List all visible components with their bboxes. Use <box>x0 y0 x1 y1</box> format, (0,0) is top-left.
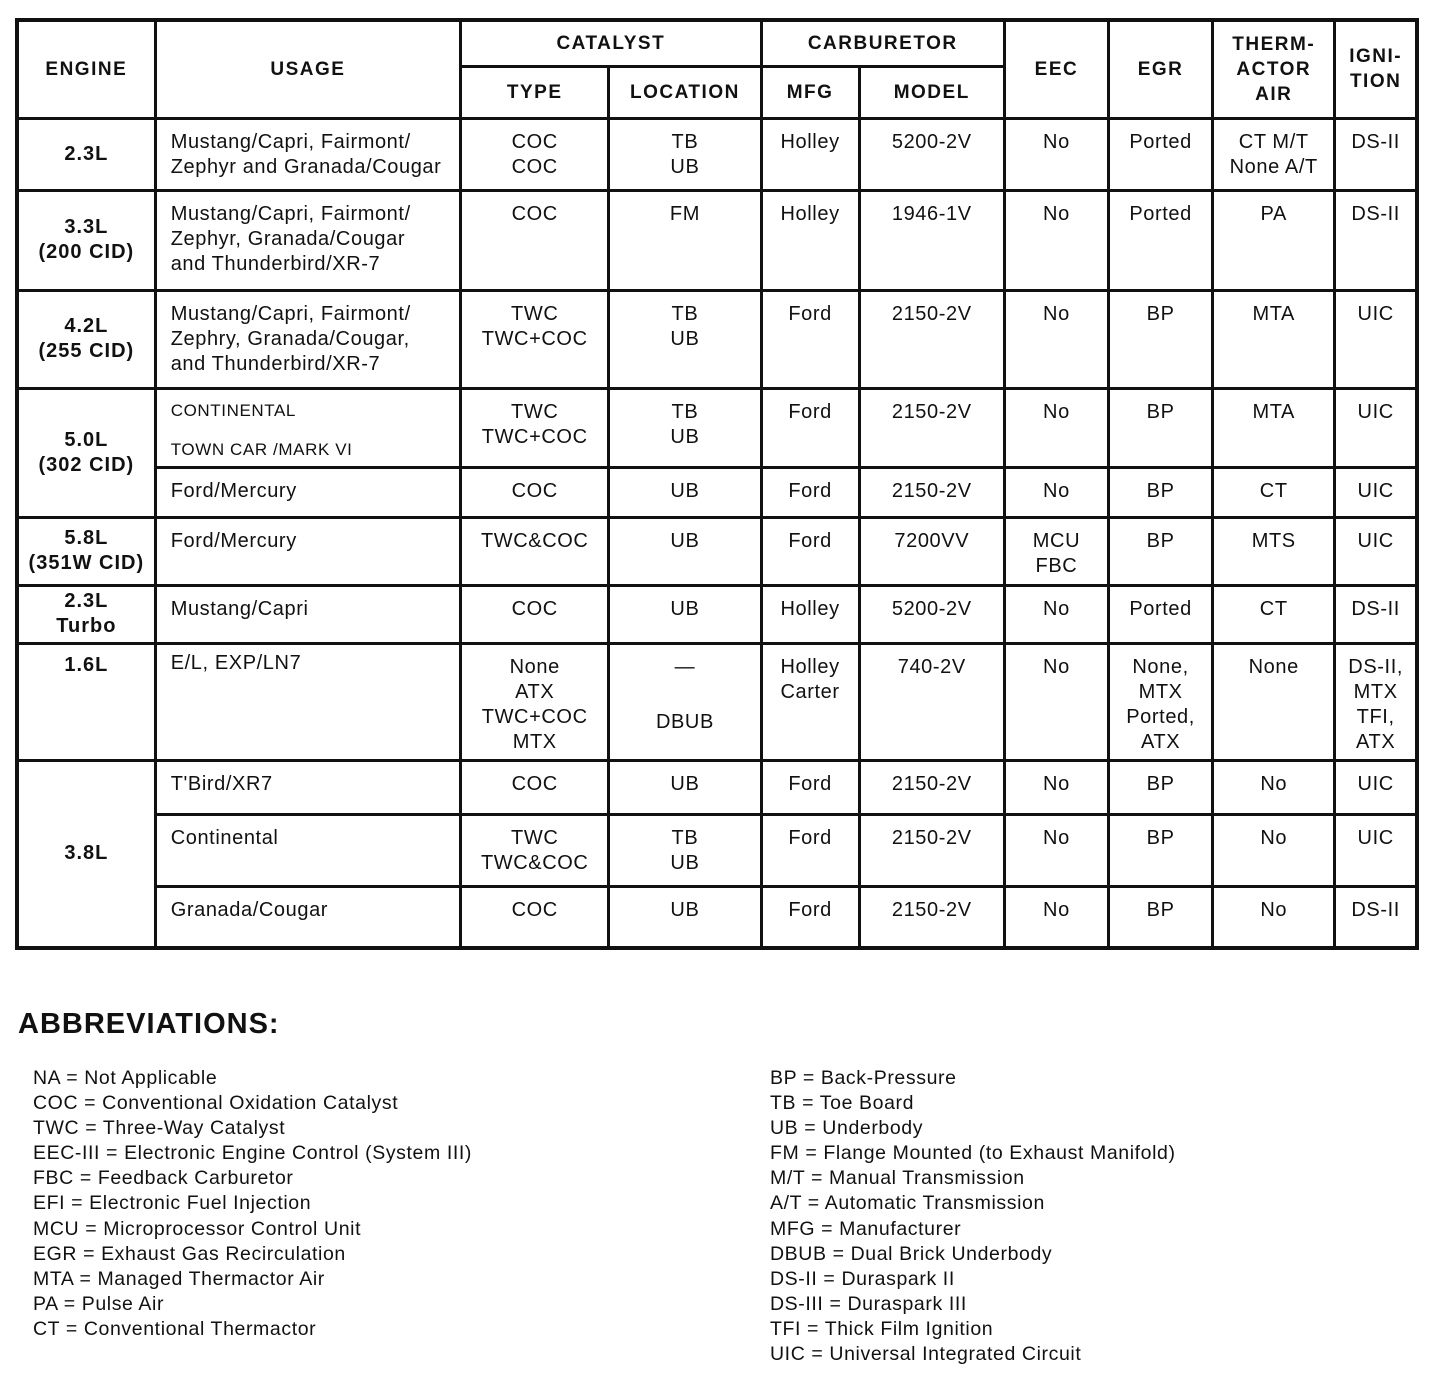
catalyst-location-cell: TB UB <box>609 118 761 190</box>
table-row <box>17 190 1417 290</box>
usage-cell: Continental <box>155 814 460 886</box>
carb-mfg-cell: Ford <box>761 517 859 585</box>
list-item: EGR = Exhaust Gas Recirculation <box>33 1242 346 1265</box>
catalyst-location-cell: TB UB <box>609 290 761 388</box>
eec-cell: No <box>1004 585 1108 643</box>
engine-cell: 3.8L <box>17 760 155 948</box>
ignition-cell: UIC <box>1335 388 1417 467</box>
header-eec: EEC <box>1004 20 1108 118</box>
carb-mfg-cell: Ford <box>761 388 859 467</box>
header-egr: EGR <box>1109 20 1213 118</box>
list-item: TWC = Three-Way Catalyst <box>33 1117 286 1140</box>
catalyst-type-cell: COC <box>461 760 609 814</box>
engine-cell: 4.2L (255 CID) <box>17 290 155 388</box>
header-catalyst-type: TYPE <box>461 66 609 118</box>
header-catalyst: CATALYST <box>461 20 761 66</box>
eec-cell: No <box>1004 290 1108 388</box>
ignition-cell: UIC <box>1335 814 1417 886</box>
table-row <box>17 118 1417 190</box>
catalyst-location-cell: UB <box>609 517 761 585</box>
egr-cell: None, MTX Ported, ATX <box>1109 643 1213 760</box>
list-item: FBC = Feedback Carburetor <box>33 1167 294 1190</box>
list-item: TFI = Thick Film Ignition <box>770 1317 994 1340</box>
thermactor-cell: MTA <box>1213 388 1335 467</box>
carb-model-cell: 2150-2V <box>859 290 1004 388</box>
carb-model-cell: 7200VV <box>859 517 1004 585</box>
usage-cell: Granada/Cougar <box>155 886 460 948</box>
eec-cell: No <box>1004 388 1108 467</box>
usage-cell: Mustang/Capri, Fairmont/ Zephyr, Granada/Cougar and Thunderbird/XR-7 <box>155 190 460 290</box>
egr-cell: Ported <box>1109 585 1213 643</box>
usage-cell: T'Bird/XR7 <box>155 760 460 814</box>
usage-cell: CONTINENTAL TOWN CAR /MARK VI <box>155 388 460 467</box>
carb-mfg-cell: Ford <box>761 467 859 517</box>
catalyst-location-cell: UB <box>609 467 761 517</box>
catalyst-location-cell: FM <box>609 190 761 290</box>
list-item: DS-III = Duraspark III <box>770 1292 967 1315</box>
header-carburetor: CARBURETOR <box>761 20 1004 66</box>
header-carb-mfg: MFG <box>761 66 859 118</box>
eec-cell: No <box>1004 814 1108 886</box>
egr-cell: Ported <box>1109 190 1213 290</box>
eec-cell: No <box>1004 886 1108 948</box>
thermactor-cell: CT M/T None A/T <box>1213 118 1335 190</box>
eec-cell: No <box>1004 467 1108 517</box>
catalyst-location-cell: UB <box>609 886 761 948</box>
eec-cell: No <box>1004 760 1108 814</box>
table-row <box>17 467 1417 517</box>
usage-cell: Ford/Mercury <box>155 467 460 517</box>
thermactor-cell: MTA <box>1213 290 1335 388</box>
engine-spec-table <box>15 18 1419 950</box>
table-row <box>17 643 1417 760</box>
header-usage: USAGE <box>155 20 460 118</box>
usage-cell: Mustang/Capri, Fairmont/ Zephry, Granada/Cougar, and Thunderbird/XR-7 <box>155 290 460 388</box>
thermactor-cell: No <box>1213 886 1335 948</box>
list-item: PA = Pulse Air <box>33 1292 165 1315</box>
ignition-cell: DS-II <box>1335 886 1417 948</box>
header-thermactor-air: THERM- ACTOR AIR <box>1213 20 1335 118</box>
eec-cell: MCU FBC <box>1004 517 1108 585</box>
catalyst-type-cell: TWC&COC <box>461 517 609 585</box>
list-item: MTA = Managed Thermactor Air <box>33 1267 325 1290</box>
ignition-cell: DS-II <box>1335 585 1417 643</box>
ignition-cell: UIC <box>1335 517 1417 585</box>
carb-model-cell: 2150-2V <box>859 467 1004 517</box>
thermactor-cell: No <box>1213 760 1335 814</box>
usage-cell: Mustang/Capri <box>155 585 460 643</box>
catalyst-location-cell: — DBUB <box>609 643 761 760</box>
thermactor-cell: MTS <box>1213 517 1335 585</box>
usage-cell: E/L, EXP/LN7 <box>155 643 460 760</box>
egr-cell: BP <box>1109 760 1213 814</box>
carb-mfg-cell: Holley <box>761 118 859 190</box>
header-catalyst-location: LOCATION <box>609 66 761 118</box>
table-row <box>17 290 1417 388</box>
carb-model-cell: 1946-1V <box>859 190 1004 290</box>
list-item: A/T = Automatic Transmission <box>770 1192 1045 1215</box>
engine-cell: 5.0L (302 CID) <box>17 388 155 517</box>
list-item: UIC = Universal Integrated Circuit <box>770 1343 1082 1366</box>
table-row <box>17 517 1417 585</box>
catalyst-type-cell: TWC TWC&COC <box>461 814 609 886</box>
carb-model-cell: 2150-2V <box>859 760 1004 814</box>
list-item: MCU = Microprocessor Control Unit <box>33 1217 362 1240</box>
thermactor-cell: CT <box>1213 585 1335 643</box>
engine-cell: 1.6L <box>17 643 155 760</box>
ignition-cell: DS-II, MTX TFI, ATX <box>1335 643 1417 760</box>
carb-mfg-cell: Ford <box>761 814 859 886</box>
header-carb-model: MODEL <box>859 66 1004 118</box>
catalyst-type-cell: COC COC <box>461 118 609 190</box>
carb-model-cell: 5200-2V <box>859 585 1004 643</box>
list-item: EFI = Electronic Fuel Injection <box>33 1192 312 1215</box>
catalyst-type-cell: TWC TWC+COC <box>461 290 609 388</box>
carb-model-cell: 5200-2V <box>859 118 1004 190</box>
eec-cell: No <box>1004 643 1108 760</box>
carb-mfg-cell: Ford <box>761 290 859 388</box>
carb-model-cell: 740-2V <box>859 643 1004 760</box>
usage-cell: Ford/Mercury <box>155 517 460 585</box>
usage-cell: Mustang/Capri, Fairmont/ Zephyr and Granada/Cougar <box>155 118 460 190</box>
thermactor-cell: PA <box>1213 190 1335 290</box>
catalyst-type-cell: COC <box>461 467 609 517</box>
catalyst-location-cell: TB UB <box>609 388 761 467</box>
list-item: UB = Underbody <box>770 1117 924 1140</box>
abbreviations-title: ABBREVIATIONS: <box>18 1008 280 1040</box>
list-item: DBUB = Dual Brick Underbody <box>770 1242 1053 1265</box>
catalyst-type-cell: None ATX TWC+COC MTX <box>461 643 609 760</box>
carb-mfg-cell: Ford <box>761 760 859 814</box>
list-item: COC = Conventional Oxidation Catalyst <box>33 1092 399 1115</box>
egr-cell: BP <box>1109 467 1213 517</box>
carb-mfg-cell: Holley Carter <box>761 643 859 760</box>
engine-cell: 5.8L (351W CID) <box>17 517 155 585</box>
thermactor-cell: None <box>1213 643 1335 760</box>
abbreviations-right-list <box>770 1066 1176 1367</box>
egr-cell: Ported <box>1109 118 1213 190</box>
list-item: MFG = Manufacturer <box>770 1217 962 1240</box>
abbreviations-left-list <box>33 1066 472 1342</box>
catalyst-location-cell: UB <box>609 760 761 814</box>
ignition-cell: UIC <box>1335 467 1417 517</box>
engine-cell: 2.3L Turbo <box>17 585 155 643</box>
egr-cell: BP <box>1109 290 1213 388</box>
engine-cell: 2.3L <box>17 118 155 190</box>
catalyst-type-cell: TWC TWC+COC <box>461 388 609 467</box>
catalyst-type-cell: COC <box>461 886 609 948</box>
list-item: EEC-III = Electronic Engine Control (System III) <box>33 1142 472 1165</box>
table-row <box>17 585 1417 643</box>
egr-cell: BP <box>1109 388 1213 467</box>
eec-cell: No <box>1004 118 1108 190</box>
engine-cell: 3.3L (200 CID) <box>17 190 155 290</box>
carb-model-cell: 2150-2V <box>859 814 1004 886</box>
carb-mfg-cell: Ford <box>761 886 859 948</box>
table-row <box>17 388 1417 467</box>
list-item: BP = Back-Pressure <box>770 1067 957 1089</box>
eec-cell: No <box>1004 190 1108 290</box>
ignition-cell: UIC <box>1335 760 1417 814</box>
thermactor-cell: No <box>1213 814 1335 886</box>
list-item: CT = Conventional Thermactor <box>33 1317 317 1340</box>
catalyst-location-cell: UB <box>609 585 761 643</box>
table-row <box>17 886 1417 948</box>
header-ignition: IGNI- TION <box>1335 20 1417 118</box>
list-item: FM = Flange Mounted (to Exhaust Manifold) <box>770 1142 1176 1165</box>
ignition-cell: DS-II <box>1335 190 1417 290</box>
carb-model-cell: 2150-2V <box>859 388 1004 467</box>
list-item: M/T = Manual Transmission <box>770 1167 1025 1190</box>
carb-model-cell: 2150-2V <box>859 886 1004 948</box>
list-item: NA = Not Applicable <box>33 1067 218 1089</box>
egr-cell: BP <box>1109 517 1213 585</box>
catalyst-location-cell: TB UB <box>609 814 761 886</box>
list-item: TB = Toe Board <box>770 1092 915 1115</box>
carb-mfg-cell: Holley <box>761 190 859 290</box>
ignition-cell: UIC <box>1335 290 1417 388</box>
egr-cell: BP <box>1109 886 1213 948</box>
table-row <box>17 760 1417 814</box>
catalyst-type-cell: COC <box>461 190 609 290</box>
header-engine: ENGINE <box>17 20 155 118</box>
list-item: DS-II = Duraspark II <box>770 1267 955 1290</box>
catalyst-type-cell: COC <box>461 585 609 643</box>
thermactor-cell: CT <box>1213 467 1335 517</box>
table-row <box>17 814 1417 886</box>
egr-cell: BP <box>1109 814 1213 886</box>
carb-mfg-cell: Holley <box>761 585 859 643</box>
ignition-cell: DS-II <box>1335 118 1417 190</box>
